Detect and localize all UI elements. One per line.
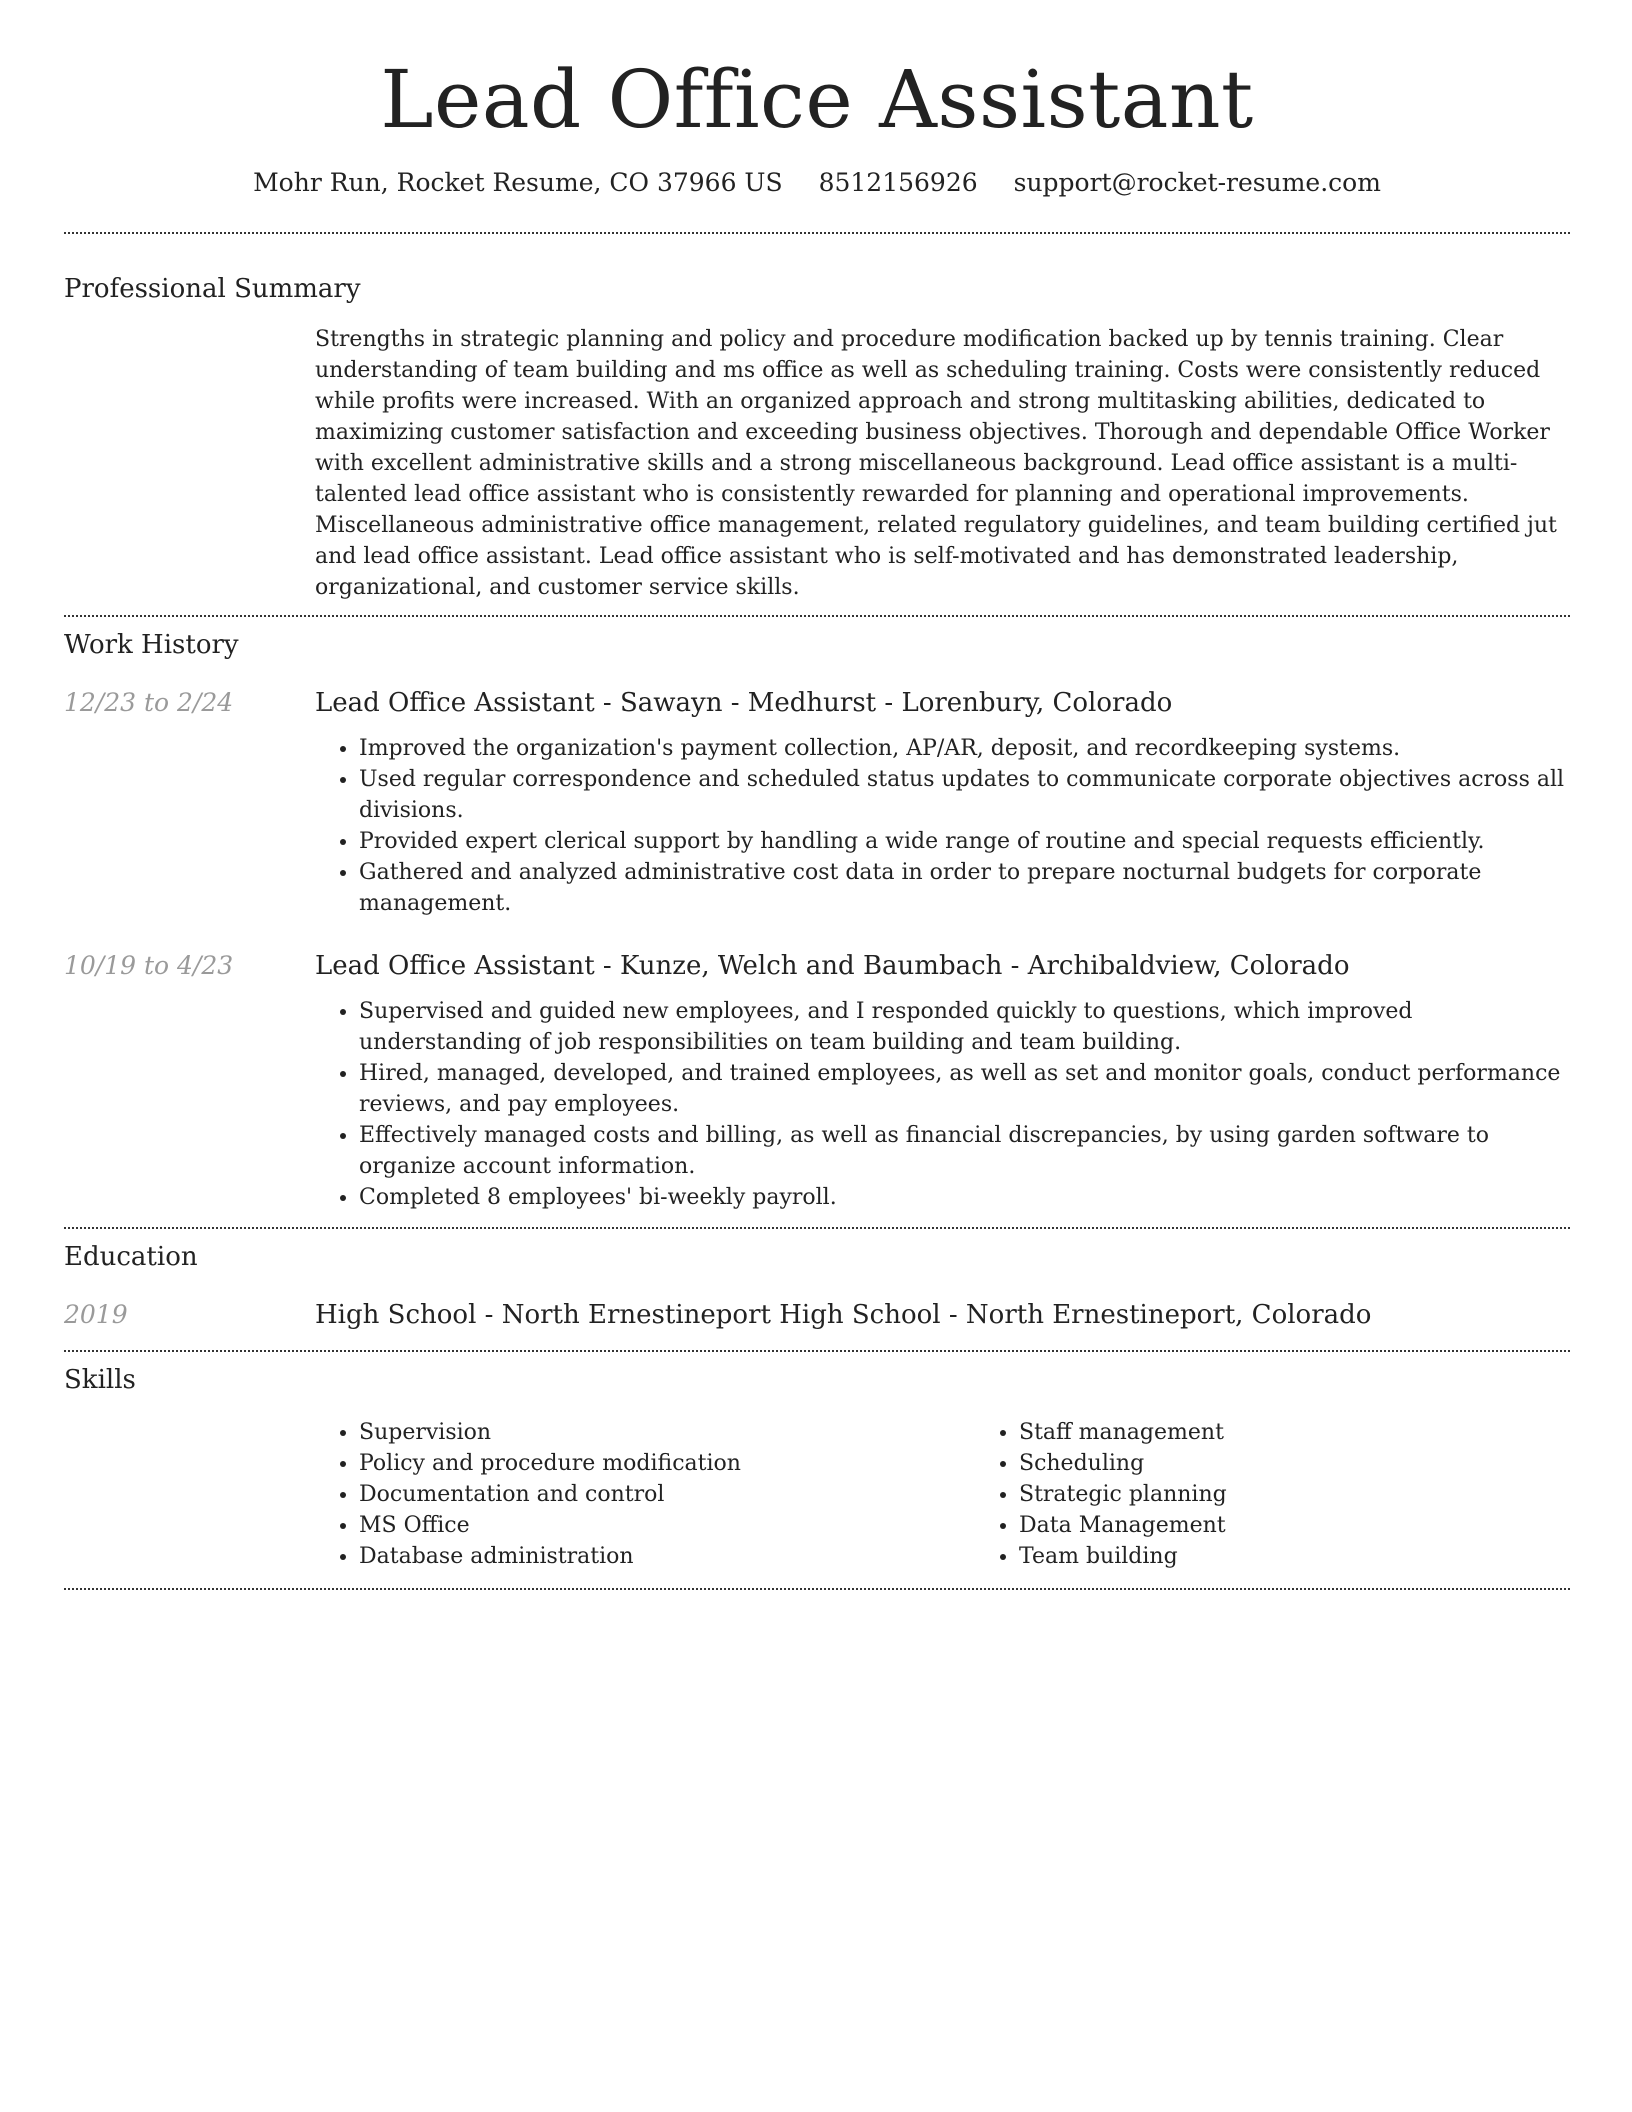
skill-item: • Policy and procedure modification [359, 1448, 975, 1479]
skill-item: • Supervision [359, 1417, 975, 1448]
list-item: • Gathered and analyzed administrative cost data in order to prepare nocturnal budgets for corporate management. [359, 857, 1570, 919]
list-item: • Effectively managed costs and billing, as well as financial discrepancies, by using garden software to organize account information. [359, 1120, 1570, 1182]
list-item: • Supervised and guided new employees, and I responded quickly to questions, which improved understanding of job responsibilities on team building and team building. [359, 996, 1570, 1058]
skill-item: • Data Management [1019, 1510, 1632, 1541]
skills-heading: Skills [64, 1365, 136, 1395]
job-dates: 10/19 to 4/23 [64, 951, 234, 980]
job-title [315, 686, 1570, 720]
list-item: • Improved the organization's payment collection, AP/AR, deposit, and recordkeeping systems. [359, 733, 1570, 764]
summary-text: Strengths in strategic planning and policy and procedure modification backed up by tennis training. Clear understanding of team building and ms office as well as scheduling training. Costs were consistently reduced while profits were increased. With an organized approach and strong multitasking abilities, dedicated to maximizing customer satisfaction and exceeding business objectives. Thorough and dependable Office Worker with excellent administrative skills and a strong miscellaneous background. Lead office assistant is a multi-talented lead office assistant who is consistently rewarded for planning and operational improvements. Miscellaneous administrative office management, related regulatory guidelines, and team building certified jut and lead office assistant. Lead office assistant who is self-motivated and has demonstrated leadership, organizational, and customer service skills. [315, 327, 1557, 600]
skills-section [64, 1352, 1570, 1572]
skill-item: • Team building [1019, 1541, 1632, 1572]
summary-section [64, 234, 1570, 603]
contact-phone: 8512156926 [818, 168, 978, 197]
summary-heading: Professional Summary [64, 274, 361, 304]
education-year: 2019 [64, 1300, 128, 1329]
job-bullets [315, 996, 1570, 1213]
job-dates: 12/23 to 2/24 [64, 688, 234, 717]
list-item: • Hired, managed, developed, and trained employees, as well as set and monitor goals, conduct performance reviews, and pay employees. [359, 1058, 1570, 1120]
contact-email: support@rocket-resume.com [1013, 168, 1381, 197]
education-title [315, 1298, 1570, 1332]
education-details: - North Ernestineport High School - North Ernestineport, Colorado [476, 1300, 1372, 1330]
list-item: • Completed 8 employees' bi-weekly payroll. [359, 1182, 1570, 1213]
education-entry [64, 1298, 1570, 1332]
education-degree: High School [315, 1300, 477, 1330]
education-section [64, 1229, 1570, 1332]
skill-item: • Database administration [359, 1541, 975, 1572]
contact-address: Mohr Run, Rocket Resume, CO 37966 US [253, 168, 783, 197]
job-role: Lead Office Assistant [315, 688, 595, 718]
list-item: • Provided expert clerical support by handling a wide range of routine and special requests efficiently. [359, 826, 1570, 857]
job-role: Lead Office Assistant [315, 951, 595, 981]
work-history-section [64, 617, 1570, 1213]
job-entry [64, 686, 1570, 919]
job-details: - Kunze, Welch and Baumbach - Archibaldview, Colorado [594, 951, 1350, 981]
skill-item: • MS Office [359, 1510, 975, 1541]
skills-list-right [975, 1417, 1632, 1572]
skill-item: • Staff management [1019, 1417, 1632, 1448]
skills-grid [315, 1417, 1632, 1572]
job-title [315, 949, 1570, 983]
education-heading: Education [64, 1242, 198, 1272]
candidate-name: Lead Office Assistant [380, 53, 1254, 146]
skill-item: • Scheduling [1019, 1448, 1632, 1479]
skill-item: • Strategic planning [1019, 1479, 1632, 1510]
list-item: • Used regular correspondence and scheduled status updates to communicate corporate objectives across all divisions. [359, 764, 1570, 826]
contact-line [64, 166, 1570, 200]
work-history-heading: Work History [64, 630, 239, 660]
skills-list-left [315, 1417, 975, 1572]
job-details: - Sawayn - Medhurst - Lorenbury, Colorado [594, 688, 1173, 718]
job-entry [64, 949, 1570, 1213]
skill-item: • Documentation and control [359, 1479, 975, 1510]
section-divider [64, 1588, 1570, 1590]
job-bullets [315, 733, 1570, 919]
resume-page [64, 0, 1570, 1590]
